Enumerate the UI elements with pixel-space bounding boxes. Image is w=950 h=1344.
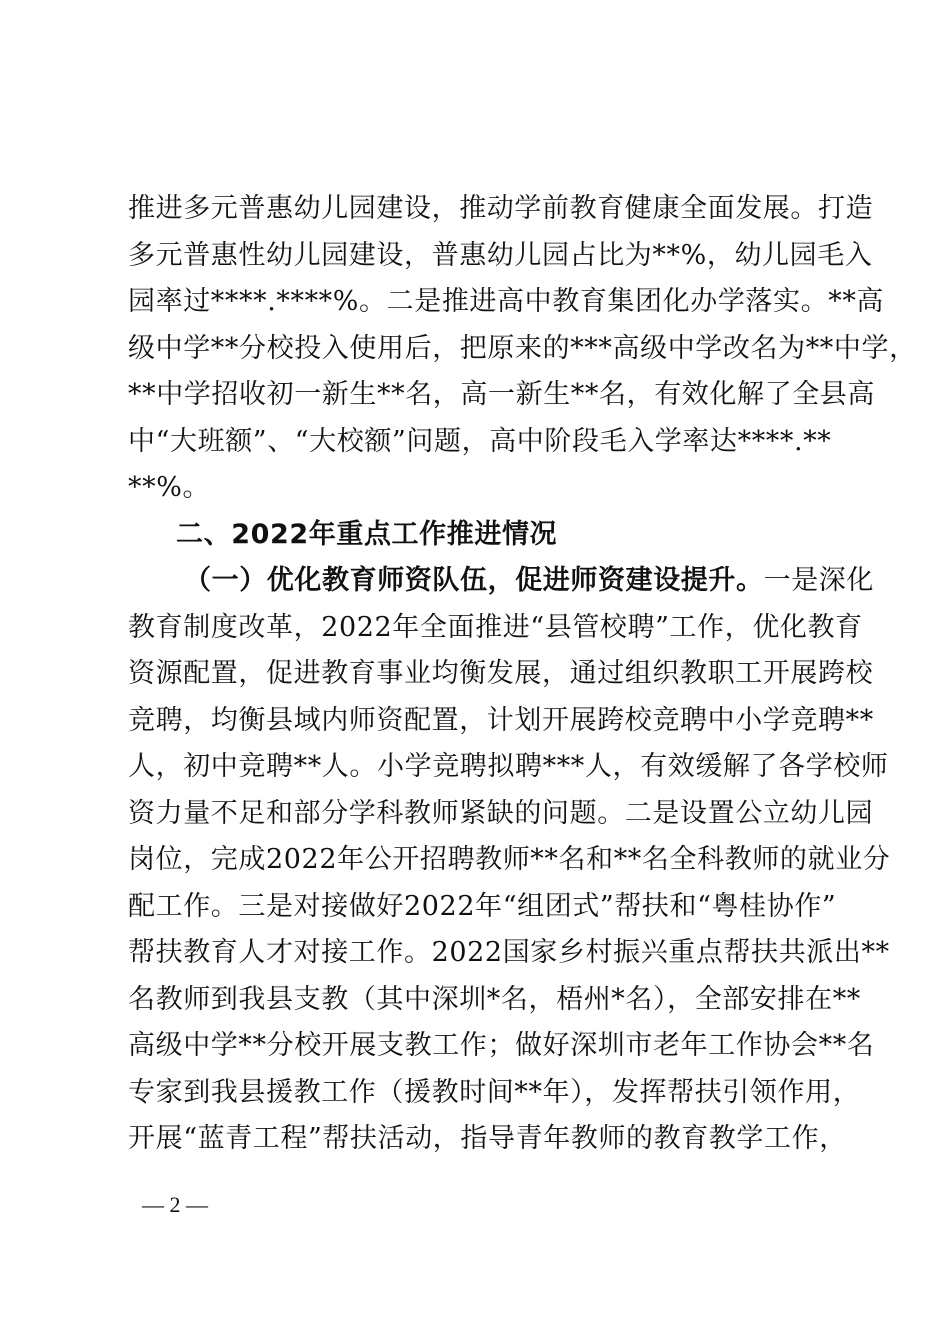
text-line: 园率过****.****%。二是推进高中教育集团化办学落实。**高 — [128, 286, 885, 317]
subsection-first-line — [184, 564, 874, 598]
subsection-heading: （一）优化教育师资队伍，促进师资建设提升。 — [184, 565, 764, 596]
text-line: 配工作。三是对接做好2022年“组团式”帮扶和“粤桂协作” — [128, 891, 837, 922]
text-line: 帮扶教育人才对接工作。2022国家乡村振兴重点帮扶共派出** — [128, 937, 890, 968]
text-line: 名教师到我县支教（其中深圳*名，梧州*名），全部安排在** — [128, 984, 861, 1015]
section-heading: 二、2022年重点工作推进情况 — [176, 519, 558, 550]
text-line: 多元普惠性幼儿园建设，普惠幼儿园占比为**%，幼儿园毛入 — [128, 240, 873, 271]
text-line: 推进多元普惠幼儿园建设，推动学前教育健康全面发展。打造 — [128, 193, 874, 224]
text-line: 岗位，完成2022年公开招聘教师**名和**名全科教师的就业分 — [128, 844, 891, 875]
page-number: — 2 — — [142, 1192, 208, 1217]
text-line: **中学招收初一新生**名，高一新生**名，有效化解了全县高 — [128, 379, 875, 410]
text-line: 高级中学**分校开展支教工作；做好深圳市老年工作协会**名 — [128, 1030, 875, 1061]
text-line: 教育制度改革，2022年全面推进“县管校聘”工作，优化教育 — [128, 612, 863, 643]
text-span: 一是深化 — [763, 565, 875, 596]
text-line: 资源配置，促进教育事业均衡发展，通过组织教职工开展跨校 — [128, 658, 874, 689]
text-line: 人，初中竞聘**人。小学竞聘拟聘***人，有效缓解了各学校师 — [128, 751, 889, 782]
text-line: **%。 — [128, 472, 211, 503]
text-line: 级中学**分校投入使用后，把原来的***高级中学改名为**中学， — [128, 333, 917, 364]
text-line: 中“大班额”、“大校额”问题，高中阶段毛入学率达****.** — [128, 426, 832, 457]
text-line: 竞聘，均衡县域内师资配置，计划开展跨校竞聘中小学竞聘** — [128, 705, 874, 736]
text-line: 开展“蓝青工程”帮扶活动，指导青年教师的教育教学工作， — [128, 1123, 847, 1154]
text-line: 专家到我县援教工作（援教时间**年），发挥帮扶引领作用， — [128, 1077, 861, 1108]
text-line: 资力量不足和部分学科教师紧缺的问题。二是设置公立幼儿园 — [128, 798, 874, 829]
